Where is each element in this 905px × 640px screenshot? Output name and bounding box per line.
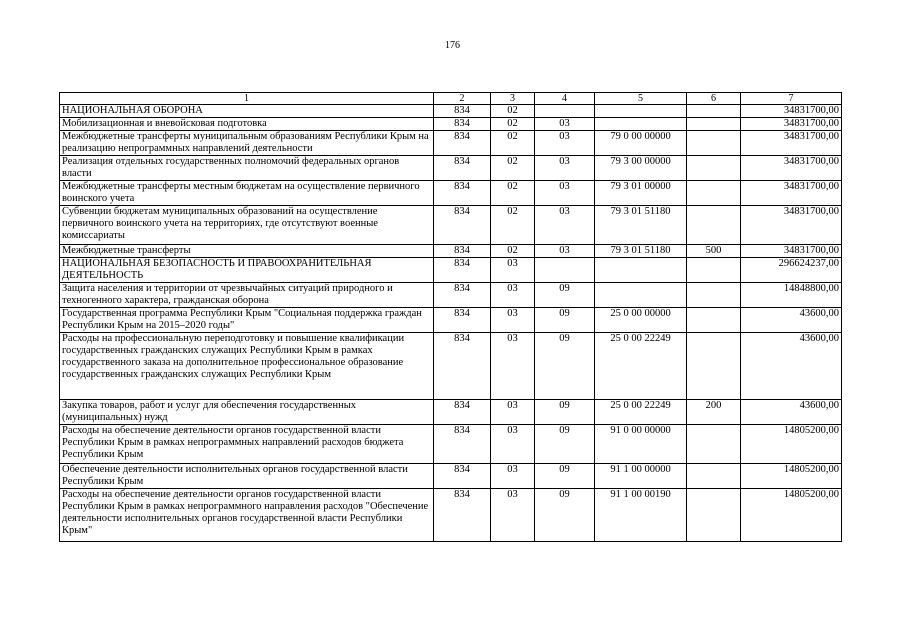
row-col-3: 02 bbox=[491, 131, 535, 156]
row-col-4 bbox=[535, 258, 595, 283]
row-col-3: 03 bbox=[491, 283, 535, 308]
row-col-6 bbox=[687, 333, 741, 400]
row-sum: 34831700,00 bbox=[741, 245, 842, 258]
row-col-6: 200 bbox=[687, 400, 741, 425]
row-col-4: 03 bbox=[535, 156, 595, 181]
row-sum: 14805200,00 bbox=[741, 489, 842, 542]
table-row bbox=[60, 464, 842, 489]
row-name: Межбюджетные трансферты bbox=[60, 245, 434, 258]
row-col-5 bbox=[595, 105, 687, 118]
table-row bbox=[60, 156, 842, 181]
row-sum: 34831700,00 bbox=[741, 181, 842, 206]
row-col-4 bbox=[535, 105, 595, 118]
table-row bbox=[60, 181, 842, 206]
row-name: НАЦИОНАЛЬНАЯ ОБОРОНА bbox=[60, 105, 434, 118]
table-row bbox=[60, 105, 842, 118]
row-col-5: 79 3 00 00000 bbox=[595, 156, 687, 181]
row-col-6 bbox=[687, 156, 741, 181]
row-col-3: 02 bbox=[491, 156, 535, 181]
row-sum: 43600,00 bbox=[741, 333, 842, 400]
header-cell-6: 6 bbox=[687, 93, 741, 105]
header-cell-5: 5 bbox=[595, 93, 687, 105]
row-col-5: 91 1 00 00000 bbox=[595, 464, 687, 489]
table-row bbox=[60, 425, 842, 464]
row-col-6 bbox=[687, 308, 741, 333]
row-name: Закупка товаров, работ и услуг для обеспечения государственных (муниципальных) нужд bbox=[60, 400, 434, 425]
row-col-3: 03 bbox=[491, 258, 535, 283]
row-name: Межбюджетные трансферты местным бюджетам на осуществление первичного воинского учета bbox=[60, 181, 434, 206]
header-cell-2: 2 bbox=[434, 93, 491, 105]
row-sum: 14805200,00 bbox=[741, 425, 842, 464]
table-row bbox=[60, 258, 842, 283]
row-col-6 bbox=[687, 283, 741, 308]
row-col-3: 02 bbox=[491, 118, 535, 131]
row-col-3: 03 bbox=[491, 464, 535, 489]
row-col-2: 834 bbox=[434, 425, 491, 464]
row-col-3: 03 bbox=[491, 400, 535, 425]
table-row bbox=[60, 400, 842, 425]
row-col-5: 25 0 00 00000 bbox=[595, 308, 687, 333]
row-col-4: 09 bbox=[535, 464, 595, 489]
row-name: Обеспечение деятельности исполнительных органов государственной власти Республики Крым bbox=[60, 464, 434, 489]
row-col-5 bbox=[595, 283, 687, 308]
row-col-2: 834 bbox=[434, 118, 491, 131]
row-col-2: 834 bbox=[434, 131, 491, 156]
row-name: Защита населения и территории от чрезвычайных ситуаций природного и техногенного характера, гражданская оборона bbox=[60, 283, 434, 308]
header-cell-7: 7 bbox=[741, 93, 842, 105]
row-col-2: 834 bbox=[434, 333, 491, 400]
row-col-2: 834 bbox=[434, 400, 491, 425]
row-col-5: 25 0 00 22249 bbox=[595, 333, 687, 400]
row-col-3: 03 bbox=[491, 489, 535, 542]
row-name: Мобилизационная и вневойсковая подготовка bbox=[60, 118, 434, 131]
row-col-4: 03 bbox=[535, 118, 595, 131]
row-col-6 bbox=[687, 258, 741, 283]
row-col-4: 09 bbox=[535, 425, 595, 464]
row-col-3: 02 bbox=[491, 245, 535, 258]
budget-table bbox=[59, 92, 842, 542]
row-col-2: 834 bbox=[434, 308, 491, 333]
row-col-2: 834 bbox=[434, 245, 491, 258]
row-col-4: 03 bbox=[535, 131, 595, 156]
table-row bbox=[60, 308, 842, 333]
row-col-4: 03 bbox=[535, 245, 595, 258]
row-col-4: 09 bbox=[535, 308, 595, 333]
row-col-6 bbox=[687, 425, 741, 464]
header-cell-3: 3 bbox=[491, 93, 535, 105]
row-col-4: 09 bbox=[535, 333, 595, 400]
row-col-5: 79 0 00 00000 bbox=[595, 131, 687, 156]
row-col-5 bbox=[595, 258, 687, 283]
row-col-3: 02 bbox=[491, 181, 535, 206]
row-col-3: 03 bbox=[491, 308, 535, 333]
row-name: Расходы на обеспечение деятельности органов государственной власти Республики Крым в рамках непрограммных направлений расходов бюджета Республики Крым bbox=[60, 425, 434, 464]
row-col-4: 03 bbox=[535, 181, 595, 206]
row-col-6 bbox=[687, 464, 741, 489]
row-name: Расходы на обеспечение деятельности органов государственной власти Республики Крым в рамках непрограммного направления расходов "Обеспечение деятельности исполнительных органов государственной власти Республики Крым" bbox=[60, 489, 434, 542]
header-row bbox=[60, 93, 842, 105]
row-sum: 43600,00 bbox=[741, 400, 842, 425]
row-sum: 34831700,00 bbox=[741, 118, 842, 131]
row-name: Субвенции бюджетам муниципальных образований на осуществление первичного воинского учета на территориях, где отсутствуют военные комиссариаты bbox=[60, 206, 434, 245]
row-col-2: 834 bbox=[434, 283, 491, 308]
page-number: 176 bbox=[445, 40, 460, 51]
row-col-6 bbox=[687, 118, 741, 131]
row-col-5: 91 1 00 00190 bbox=[595, 489, 687, 542]
row-sum: 34831700,00 bbox=[741, 206, 842, 245]
row-name: Расходы на профессиональную переподготовку и повышение квалификации государственных гражданских служащих Республики Крым в рамках государственного заказа на дополнительное профессиональное образование государственных гражданских служащих Республики Крым bbox=[60, 333, 434, 400]
row-col-5: 25 0 00 22249 bbox=[595, 400, 687, 425]
row-name: Реализация отдельных государственных полномочий федеральных органов власти bbox=[60, 156, 434, 181]
row-col-6 bbox=[687, 206, 741, 245]
row-col-4: 09 bbox=[535, 489, 595, 542]
row-sum: 34831700,00 bbox=[741, 131, 842, 156]
row-col-3: 02 bbox=[491, 206, 535, 245]
header-cell-1: 1 bbox=[60, 93, 434, 105]
row-name: Межбюджетные трансферты муниципальным образованиям Республики Крым на реализацию непрограммных направлений деятельности bbox=[60, 131, 434, 156]
table-row bbox=[60, 118, 842, 131]
row-col-6: 500 bbox=[687, 245, 741, 258]
row-col-2: 834 bbox=[434, 105, 491, 118]
row-col-5 bbox=[595, 118, 687, 131]
row-col-6 bbox=[687, 131, 741, 156]
row-col-6 bbox=[687, 489, 741, 542]
table-header bbox=[60, 93, 842, 105]
row-col-5: 79 3 01 51180 bbox=[595, 245, 687, 258]
row-sum: 296624237,00 bbox=[741, 258, 842, 283]
row-sum: 14848800,00 bbox=[741, 283, 842, 308]
row-col-2: 834 bbox=[434, 258, 491, 283]
table-row bbox=[60, 333, 842, 400]
row-col-5: 79 3 01 00000 bbox=[595, 181, 687, 206]
row-col-6 bbox=[687, 181, 741, 206]
row-col-3: 02 bbox=[491, 105, 535, 118]
table-row bbox=[60, 283, 842, 308]
row-col-4: 03 bbox=[535, 206, 595, 245]
row-col-4: 09 bbox=[535, 400, 595, 425]
table-row bbox=[60, 245, 842, 258]
row-col-2: 834 bbox=[434, 489, 491, 542]
row-sum: 14805200,00 bbox=[741, 464, 842, 489]
row-sum: 34831700,00 bbox=[741, 156, 842, 181]
row-name: Государственная программа Республики Крым "Социальная поддержка граждан Республики Крым на 2015–2020 годы" bbox=[60, 308, 434, 333]
table-row bbox=[60, 489, 842, 542]
row-col-2: 834 bbox=[434, 181, 491, 206]
table-row bbox=[60, 206, 842, 245]
table-row bbox=[60, 131, 842, 156]
row-col-2: 834 bbox=[434, 206, 491, 245]
header-cell-4: 4 bbox=[535, 93, 595, 105]
row-col-5: 79 3 01 51180 bbox=[595, 206, 687, 245]
row-col-5: 91 0 00 00000 bbox=[595, 425, 687, 464]
row-col-4: 09 bbox=[535, 283, 595, 308]
row-sum: 34831700,00 bbox=[741, 105, 842, 118]
row-col-2: 834 bbox=[434, 464, 491, 489]
row-name: НАЦИОНАЛЬНАЯ БЕЗОПАСНОСТЬ И ПРАВООХРАНИТЕЛЬНАЯ ДЕЯТЕЛЬНОСТЬ bbox=[60, 258, 434, 283]
row-col-6 bbox=[687, 105, 741, 118]
row-sum: 43600,00 bbox=[741, 308, 842, 333]
row-col-2: 834 bbox=[434, 156, 491, 181]
row-col-3: 03 bbox=[491, 333, 535, 400]
table-body bbox=[60, 105, 842, 542]
row-col-3: 03 bbox=[491, 425, 535, 464]
